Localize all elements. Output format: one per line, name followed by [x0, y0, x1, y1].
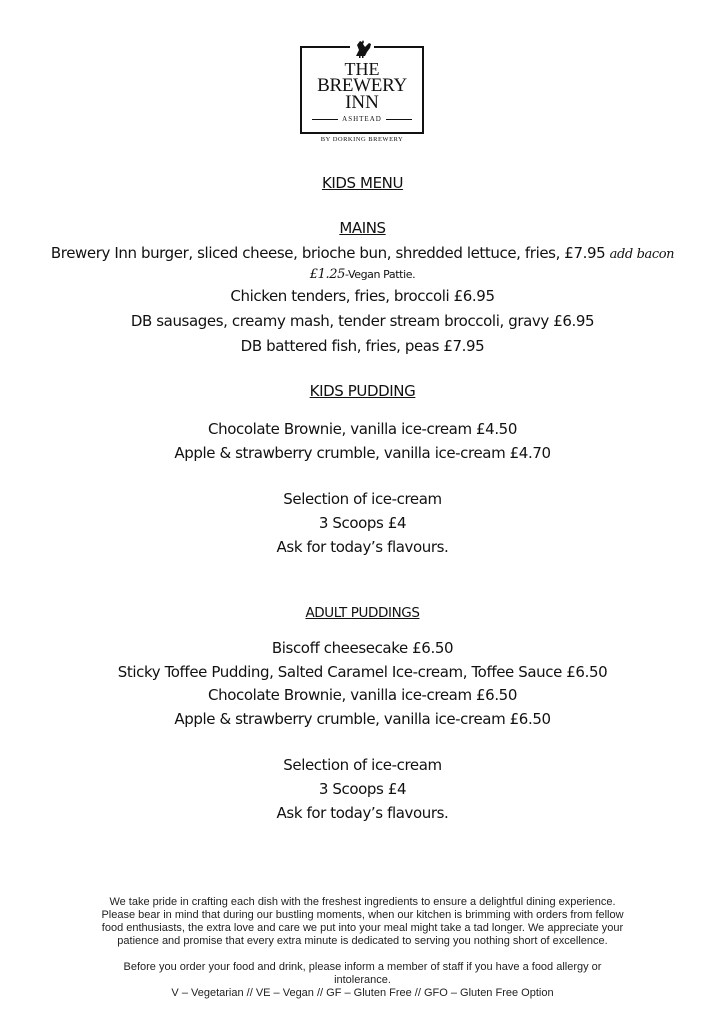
footer-line: Please bear in mind that during our bustling moments, when our kitchen is brimming with orders from fellow [101, 909, 624, 921]
logo-word-inn: INN [345, 92, 379, 113]
brewery-logo [300, 38, 424, 146]
logo-location-text: ASHTEAD [342, 115, 382, 123]
adult-puddings-heading-text: ADULT PUDDINGS [305, 605, 420, 621]
mains-item: DB battered fish, fries, peas £7.95 [240, 337, 485, 355]
logo-word-brewery: BREWERY [317, 75, 407, 96]
kids-pudding-item: Apple & strawberry crumble, vanilla ice-cream £4.70 [174, 444, 551, 462]
mains-burger-line [0, 244, 725, 262]
adult-pudding-item: Apple & strawberry crumble, vanilla ice-cream £6.50 [174, 710, 551, 728]
allergy-line: Before you order your food and drink, please inform a member of staff if you have a food allergy or [123, 961, 602, 973]
kids-pudding-heading [0, 382, 725, 400]
mains-burger-addon-line [0, 264, 725, 282]
logo-word-the: THE [344, 59, 380, 79]
footer-allergy [60, 961, 665, 1000]
footer-line: patience and promise that every extra minute is dedicated to serving you nothing short of excellence. [117, 935, 608, 947]
kids-ice-cream-line: 3 Scoops £4 [318, 514, 407, 532]
adult-ice-cream-line: 3 Scoops £4 [318, 780, 407, 798]
kids-pudding-heading-text: KIDS PUDDING [309, 382, 416, 400]
rooster-icon [350, 38, 374, 58]
mains-heading [0, 219, 725, 237]
burger-addon-price: £1.25 [309, 267, 346, 282]
menu-title-text: KIDS MENU [321, 174, 404, 192]
dietary-key: V – Vegetarian // VE – Vegan // GF – Gluten Free // GFO – Gluten Free Option [171, 987, 554, 999]
adult-pudding-item: Chocolate Brownie, vanilla ice-cream £6.50 [208, 686, 517, 704]
kids-pudding-item: Chocolate Brownie, vanilla ice-cream £4.50 [208, 420, 517, 438]
footer-line: food enthusiasts, the extra love and care we put into your meal might take a tad longer. We appreciate your [101, 922, 624, 934]
adult-pudding-item: Sticky Toffee Pudding, Salted Caramel Ice-cream, Toffee Sauce £6.50 [117, 663, 608, 681]
adult-ice-cream-line: Ask for today’s flavours. [276, 804, 449, 822]
footer-line: We take pride in crafting each dish with the freshest ingredients to ensure a delightful dining experience. [109, 896, 616, 908]
footer-notice [60, 896, 665, 948]
mains-item: DB sausages, creamy mash, tender stream broccoli, gravy £6.95 [130, 312, 595, 330]
burger-vegan-option: -Vegan Pattie. [345, 268, 416, 281]
logo-location [300, 115, 424, 123]
mains-item: Chicken tenders, fries, broccoli £6.95 [230, 287, 495, 305]
kids-ice-cream-line: Selection of ice-cream [283, 490, 442, 508]
adult-puddings-heading [0, 603, 725, 621]
adult-ice-cream-line: Selection of ice-cream [283, 756, 442, 774]
logo-by-line: BY DORKING BREWERY [320, 136, 404, 143]
allergy-line: intolerance. [334, 974, 391, 986]
burger-addon-prefix: add bacon [609, 247, 675, 262]
menu-title [0, 174, 725, 192]
mains-heading-text: MAINS [339, 219, 386, 237]
adult-pudding-item: Biscoff cheesecake £6.50 [271, 639, 454, 657]
burger-item: Brewery Inn burger, sliced cheese, brioche bun, shredded lettuce, fries, £7.95 [50, 244, 606, 262]
kids-ice-cream-line: Ask for today’s flavours. [276, 538, 449, 556]
